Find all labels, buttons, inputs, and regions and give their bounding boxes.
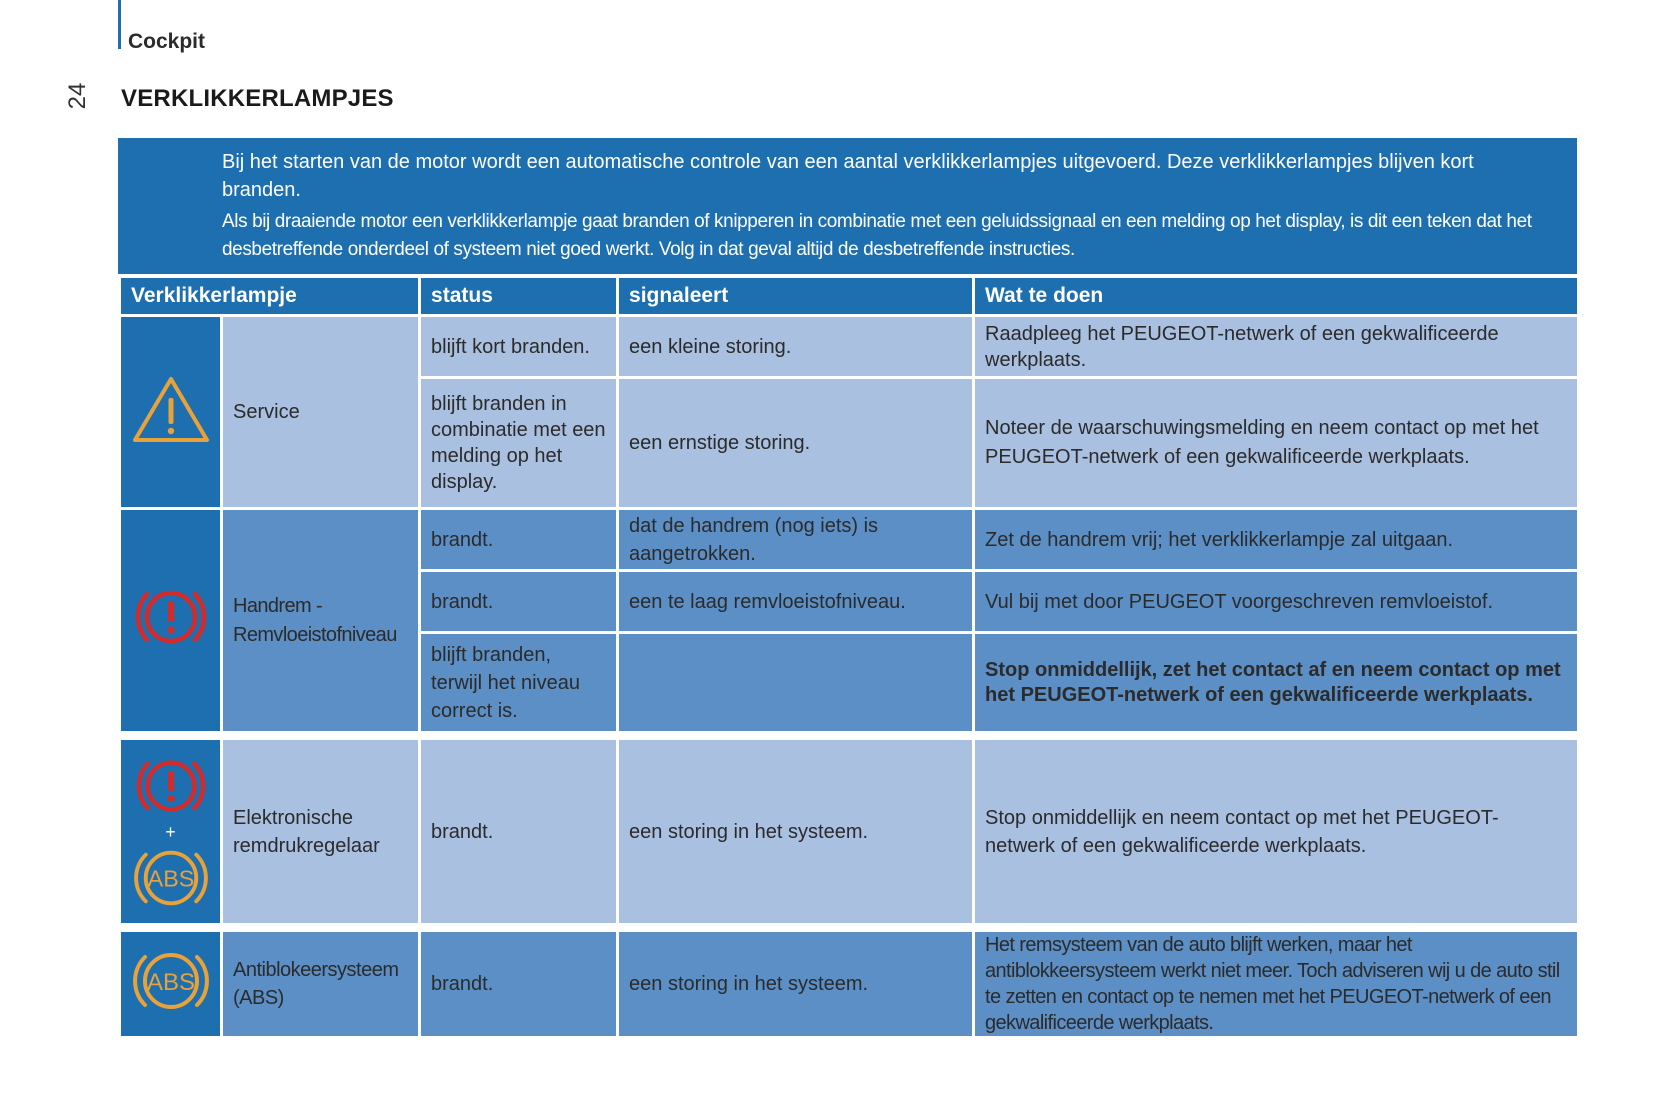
signal-cell: een ernstige storing. <box>618 378 974 509</box>
status-cell: blijft branden in combinatie met een melding op het display. <box>420 378 618 509</box>
header-status: status <box>420 277 618 316</box>
action-cell: Noteer de waarschuwingsmelding en neem contact op met het PEUGEOT-netwerk of een gekwalificeerde werkplaats. <box>974 378 1579 509</box>
brake-warning-icon <box>130 752 212 820</box>
action-cell: Het remsysteem van de auto blijft werken, maar het antiblokkeersysteem werkt niet meer. Toch adviseren wij u de auto stil te zetten en contact op te nemen met het PEUGEOT-netwerk of een gekwalificeerde werkplaats. <box>974 931 1579 1038</box>
signal-cell: een storing in het systeem. <box>618 931 974 1038</box>
intro-paragraph-2: Als bij draaiende motor een verklikkerlampje gaat branden of knipperen in combinatie met een geluidssignaal en een melding op het display, is dit een teken dat het desbetreffende onderdeel of systeem niet goed werkt. Volg in dat geval altijd de desbetreffende instructies. <box>222 211 1532 260</box>
plus-sign: + <box>165 821 176 842</box>
action-cell: Zet de handrem vrij; het verklikkerlampje zal uitgaan. <box>974 509 1579 571</box>
service-icon-cell <box>120 316 222 509</box>
signal-cell: een te laag remvloeistofniveau. <box>618 571 974 633</box>
service-name: Service <box>222 316 420 509</box>
handrem-name: Handrem - Remvloeistofniveau <box>222 509 420 733</box>
abs-icon <box>130 844 212 912</box>
abs-icon-label: ABS <box>146 968 195 996</box>
intro-box <box>118 138 1577 274</box>
abs-name: Antiblokeersysteem (ABS) <box>222 931 420 1038</box>
signal-cell: dat de handrem (nog iets) is aangetrokken. <box>618 509 974 571</box>
header-wat-te-doen: Wat te doen <box>974 277 1579 316</box>
brake-warning-plus-abs-icon <box>121 752 220 912</box>
handrem-icon-cell <box>120 509 222 733</box>
header-verklikkerlampje: Verklikkerlampje <box>120 277 420 316</box>
status-cell: brandt. <box>420 931 618 1038</box>
brake-warning-icon <box>130 582 212 652</box>
table-row <box>120 739 1579 925</box>
action-cell: Raadpleeg het PEUGEOT-netwerk of een gekwalificeerde werkplaats. <box>974 316 1579 378</box>
remdruk-name: Elektronische remdrukregelaar <box>222 739 420 925</box>
status-cell: brandt. <box>420 509 618 571</box>
status-cell: brandt. <box>420 571 618 633</box>
status-cell: brandt. <box>420 739 618 925</box>
remdruk-icon-cell <box>120 739 222 925</box>
warning-triangle-icon <box>131 374 211 444</box>
intro-paragraph-1: Bij het starten van de motor wordt een automatische controle van een aantal verklikkerlampjes uitgevoerd. Deze verklikkerlampjes blijven kort branden. <box>222 151 1474 201</box>
abs-icon <box>130 946 212 1016</box>
header-signaleert: signaleert <box>618 277 974 316</box>
signal-cell <box>618 633 974 733</box>
table-row <box>120 509 1579 571</box>
page-title: VERKLIKKERLAMPJES <box>121 85 394 112</box>
abs-icon-cell <box>120 931 222 1038</box>
action-cell: Vul bij met door PEUGEOT voorgeschreven remvloeistof. <box>974 571 1579 633</box>
action-cell: Stop onmiddellijk, zet het contact af en neem contact op met het PEUGEOT-netwerk of een gekwalificeerde werkplaats. <box>974 633 1579 733</box>
action-cell: Stop onmiddellijk en neem contact op met het PEUGEOT-netwerk of een gekwalificeerde werkplaats. <box>974 739 1579 925</box>
status-cell: blijft kort branden. <box>420 316 618 378</box>
section-label: Cockpit <box>128 30 206 53</box>
table-row <box>120 931 1579 1038</box>
warning-lights-table <box>118 275 1580 1039</box>
signal-cell: een kleine storing. <box>618 316 974 378</box>
section-bar <box>118 0 121 49</box>
signal-cell: een storing in het systeem. <box>618 739 974 925</box>
table-row <box>120 316 1579 378</box>
page-number: 24 <box>64 82 91 110</box>
status-cell: blijft branden, terwijl het niveau correct is. <box>420 633 618 733</box>
table-header-row <box>120 277 1579 316</box>
abs-icon-label: ABS <box>147 865 194 892</box>
